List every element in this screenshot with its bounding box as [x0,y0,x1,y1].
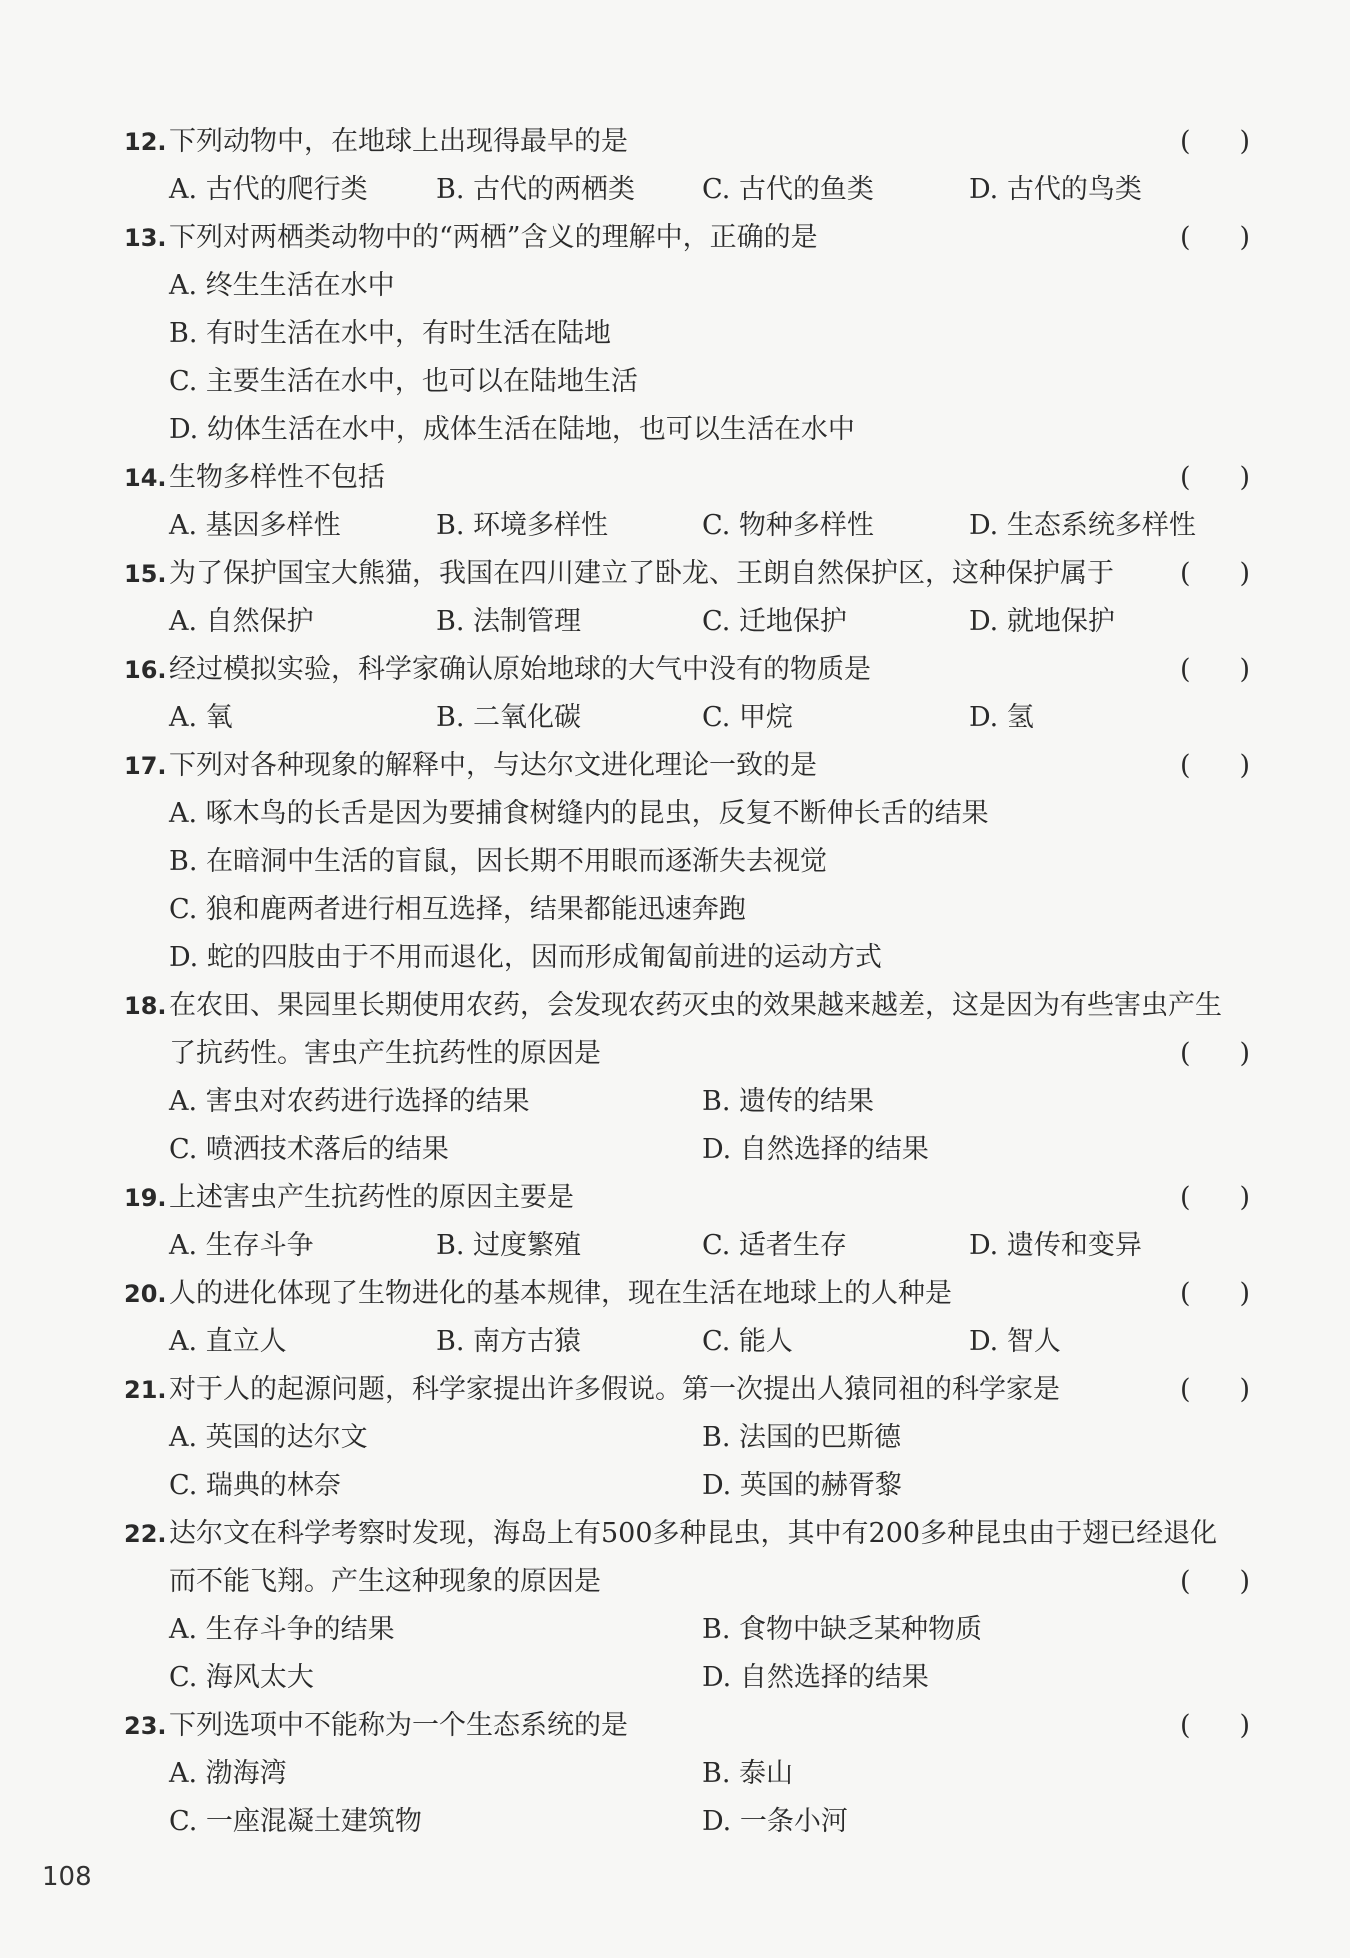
option-d: D. 古代的鸟类 [969,174,1142,205]
answer-blank[interactable]: ( ) [1180,750,1250,781]
option-c: C. 狼和鹿两者进行相互选择，结果都能迅速奔跑 [169,894,746,925]
answer-blank[interactable]: ( ) [1180,1182,1250,1213]
option-d: D. 自然选择的结果 [702,1662,929,1693]
option-d: D. 氢 [969,702,1034,733]
option-b: B. 法制管理 [436,606,582,637]
option-c: C. 喷洒技术落后的结果 [169,1134,449,1165]
question-14 [124,454,1264,550]
option-a: A. 基因多样性 [169,510,341,541]
option-b: B. 过度繁殖 [436,1230,582,1261]
answer-blank[interactable]: ( ) [1180,654,1250,685]
option-d: D. 生态系统多样性 [969,510,1196,541]
question-number: 15. [124,560,167,588]
option-c: C. 能人 [702,1326,793,1357]
question-stem: 下列选项中不能称为一个生态系统的是 [169,1710,628,1741]
option-c: C. 适者生存 [702,1230,847,1261]
question-number: 18. [124,992,167,1020]
option-c: C. 瑞典的林奈 [169,1470,341,1501]
question-21 [124,1366,1264,1510]
option-c: C. 物种多样性 [702,510,874,541]
question-stem: 对于人的起源问题，科学家提出许多假说。第一次提出人猿同祖的科学家是 [169,1374,1060,1405]
question-20 [124,1270,1264,1366]
option-a: A. 害虫对农药进行选择的结果 [169,1086,530,1117]
option-c: C. 迁地保护 [702,606,847,637]
question-number: 21. [124,1376,167,1404]
question-number: 19. [124,1184,167,1212]
option-b: B. 古代的两栖类 [436,174,636,205]
option-a: A. 英国的达尔文 [169,1422,368,1453]
option-a: A. 自然保护 [169,606,314,637]
option-b: B. 环境多样性 [436,510,609,541]
question-23 [124,1702,1264,1846]
option-d: D. 幼体生活在水中，成体生活在陆地，也可以生活在水中 [169,414,855,445]
question-stem: 下列动物中，在地球上出现得最早的是 [169,126,628,157]
option-b: B. 食物中缺乏某种物质 [702,1614,983,1645]
option-a: A. 直立人 [169,1326,287,1357]
option-b: B. 有时生活在水中，有时生活在陆地 [169,318,612,349]
question-stem: 经过模拟实验，科学家确认原始地球的大气中没有的物质是 [169,654,871,685]
question-number: 17. [124,752,167,780]
question-stem: 在农田、果园里长期使用农药，会发现农药灭虫的效果越来越差，这是因为有些害虫产生 [169,990,1222,1021]
question-stem: 下列对各种现象的解释中，与达尔文进化理论一致的是 [169,750,817,781]
question-number: 23. [124,1712,167,1740]
option-b: B. 遗传的结果 [702,1086,875,1117]
option-d: D. 就地保护 [969,606,1115,637]
question-stem: 为了保护国宝大熊猫，我国在四川建立了卧龙、王朗自然保护区，这种保护属于 [169,558,1114,589]
option-a: A. 渤海湾 [169,1758,287,1789]
answer-blank[interactable]: ( ) [1180,1374,1250,1405]
page-number: 108 [42,1862,92,1892]
question-19 [124,1174,1264,1270]
option-c: C. 古代的鱼类 [702,174,874,205]
option-b: B. 南方古猿 [436,1326,582,1357]
question-number: 12. [124,128,167,156]
answer-blank[interactable]: ( ) [1180,1038,1250,1069]
option-d: D. 蛇的四肢由于不用而退化，因而形成匍匐前进的运动方式 [169,942,882,973]
option-a: A. 啄木鸟的长舌是因为要捕食树缝内的昆虫，反复不断伸长舌的结果 [169,798,989,829]
option-c: C. 甲烷 [702,702,793,733]
question-number: 22. [124,1520,167,1548]
option-b: B. 法国的巴斯德 [702,1422,902,1453]
answer-blank[interactable]: ( ) [1180,1566,1250,1597]
question-number: 14. [124,464,167,492]
question-18 [124,982,1264,1174]
question-12 [124,118,1264,214]
answer-blank[interactable]: ( ) [1180,1710,1250,1741]
option-a: A. 终生生活在水中 [169,270,395,301]
option-d: D. 自然选择的结果 [702,1134,929,1165]
answer-blank[interactable]: ( ) [1180,126,1250,157]
option-d: D. 遗传和变异 [969,1230,1142,1261]
question-17 [124,742,1264,982]
question-15 [124,550,1264,646]
option-c: C. 海风太大 [169,1662,314,1693]
answer-blank[interactable]: ( ) [1180,222,1250,253]
question-stem: 达尔文在科学考察时发现，海岛上有500多种昆虫，其中有200多种昆虫由于翅已经退化 [169,1518,1218,1549]
option-d: D. 英国的赫胥黎 [702,1470,902,1501]
option-b: B. 二氧化碳 [436,702,582,733]
answer-blank[interactable]: ( ) [1180,558,1250,589]
option-c: C. 一座混凝土建筑物 [169,1806,422,1837]
option-a: A. 生存斗争的结果 [169,1614,395,1645]
option-a: A. 氧 [169,702,233,733]
option-d: D. 一条小河 [702,1806,848,1837]
question-stem-continued: 了抗药性。害虫产生抗药性的原因是 [169,1038,601,1069]
answer-blank[interactable]: ( ) [1180,462,1250,493]
question-stem: 生物多样性不包括 [169,462,385,493]
option-d: D. 智人 [969,1326,1061,1357]
question-stem: 上述害虫产生抗药性的原因主要是 [169,1182,574,1213]
option-a: A. 生存斗争 [169,1230,314,1261]
option-b: B. 在暗洞中生活的盲鼠，因长期不用眼而逐渐失去视觉 [169,846,828,877]
question-number: 13. [124,224,167,252]
question-number: 16. [124,656,167,684]
question-stem: 下列对两栖类动物中的“两栖”含义的理解中，正确的是 [169,222,818,253]
question-13 [124,214,1264,454]
answer-blank[interactable]: ( ) [1180,1278,1250,1309]
question-stem-continued: 而不能飞翔。产生这种现象的原因是 [169,1566,601,1597]
question-number: 20. [124,1280,167,1308]
question-stem: 人的进化体现了生物进化的基本规律，现在生活在地球上的人种是 [169,1278,952,1309]
question-16 [124,646,1264,742]
option-c: C. 主要生活在水中，也可以在陆地生活 [169,366,638,397]
question-22 [124,1510,1264,1702]
option-b: B. 泰山 [702,1758,794,1789]
option-a: A. 古代的爬行类 [169,174,368,205]
